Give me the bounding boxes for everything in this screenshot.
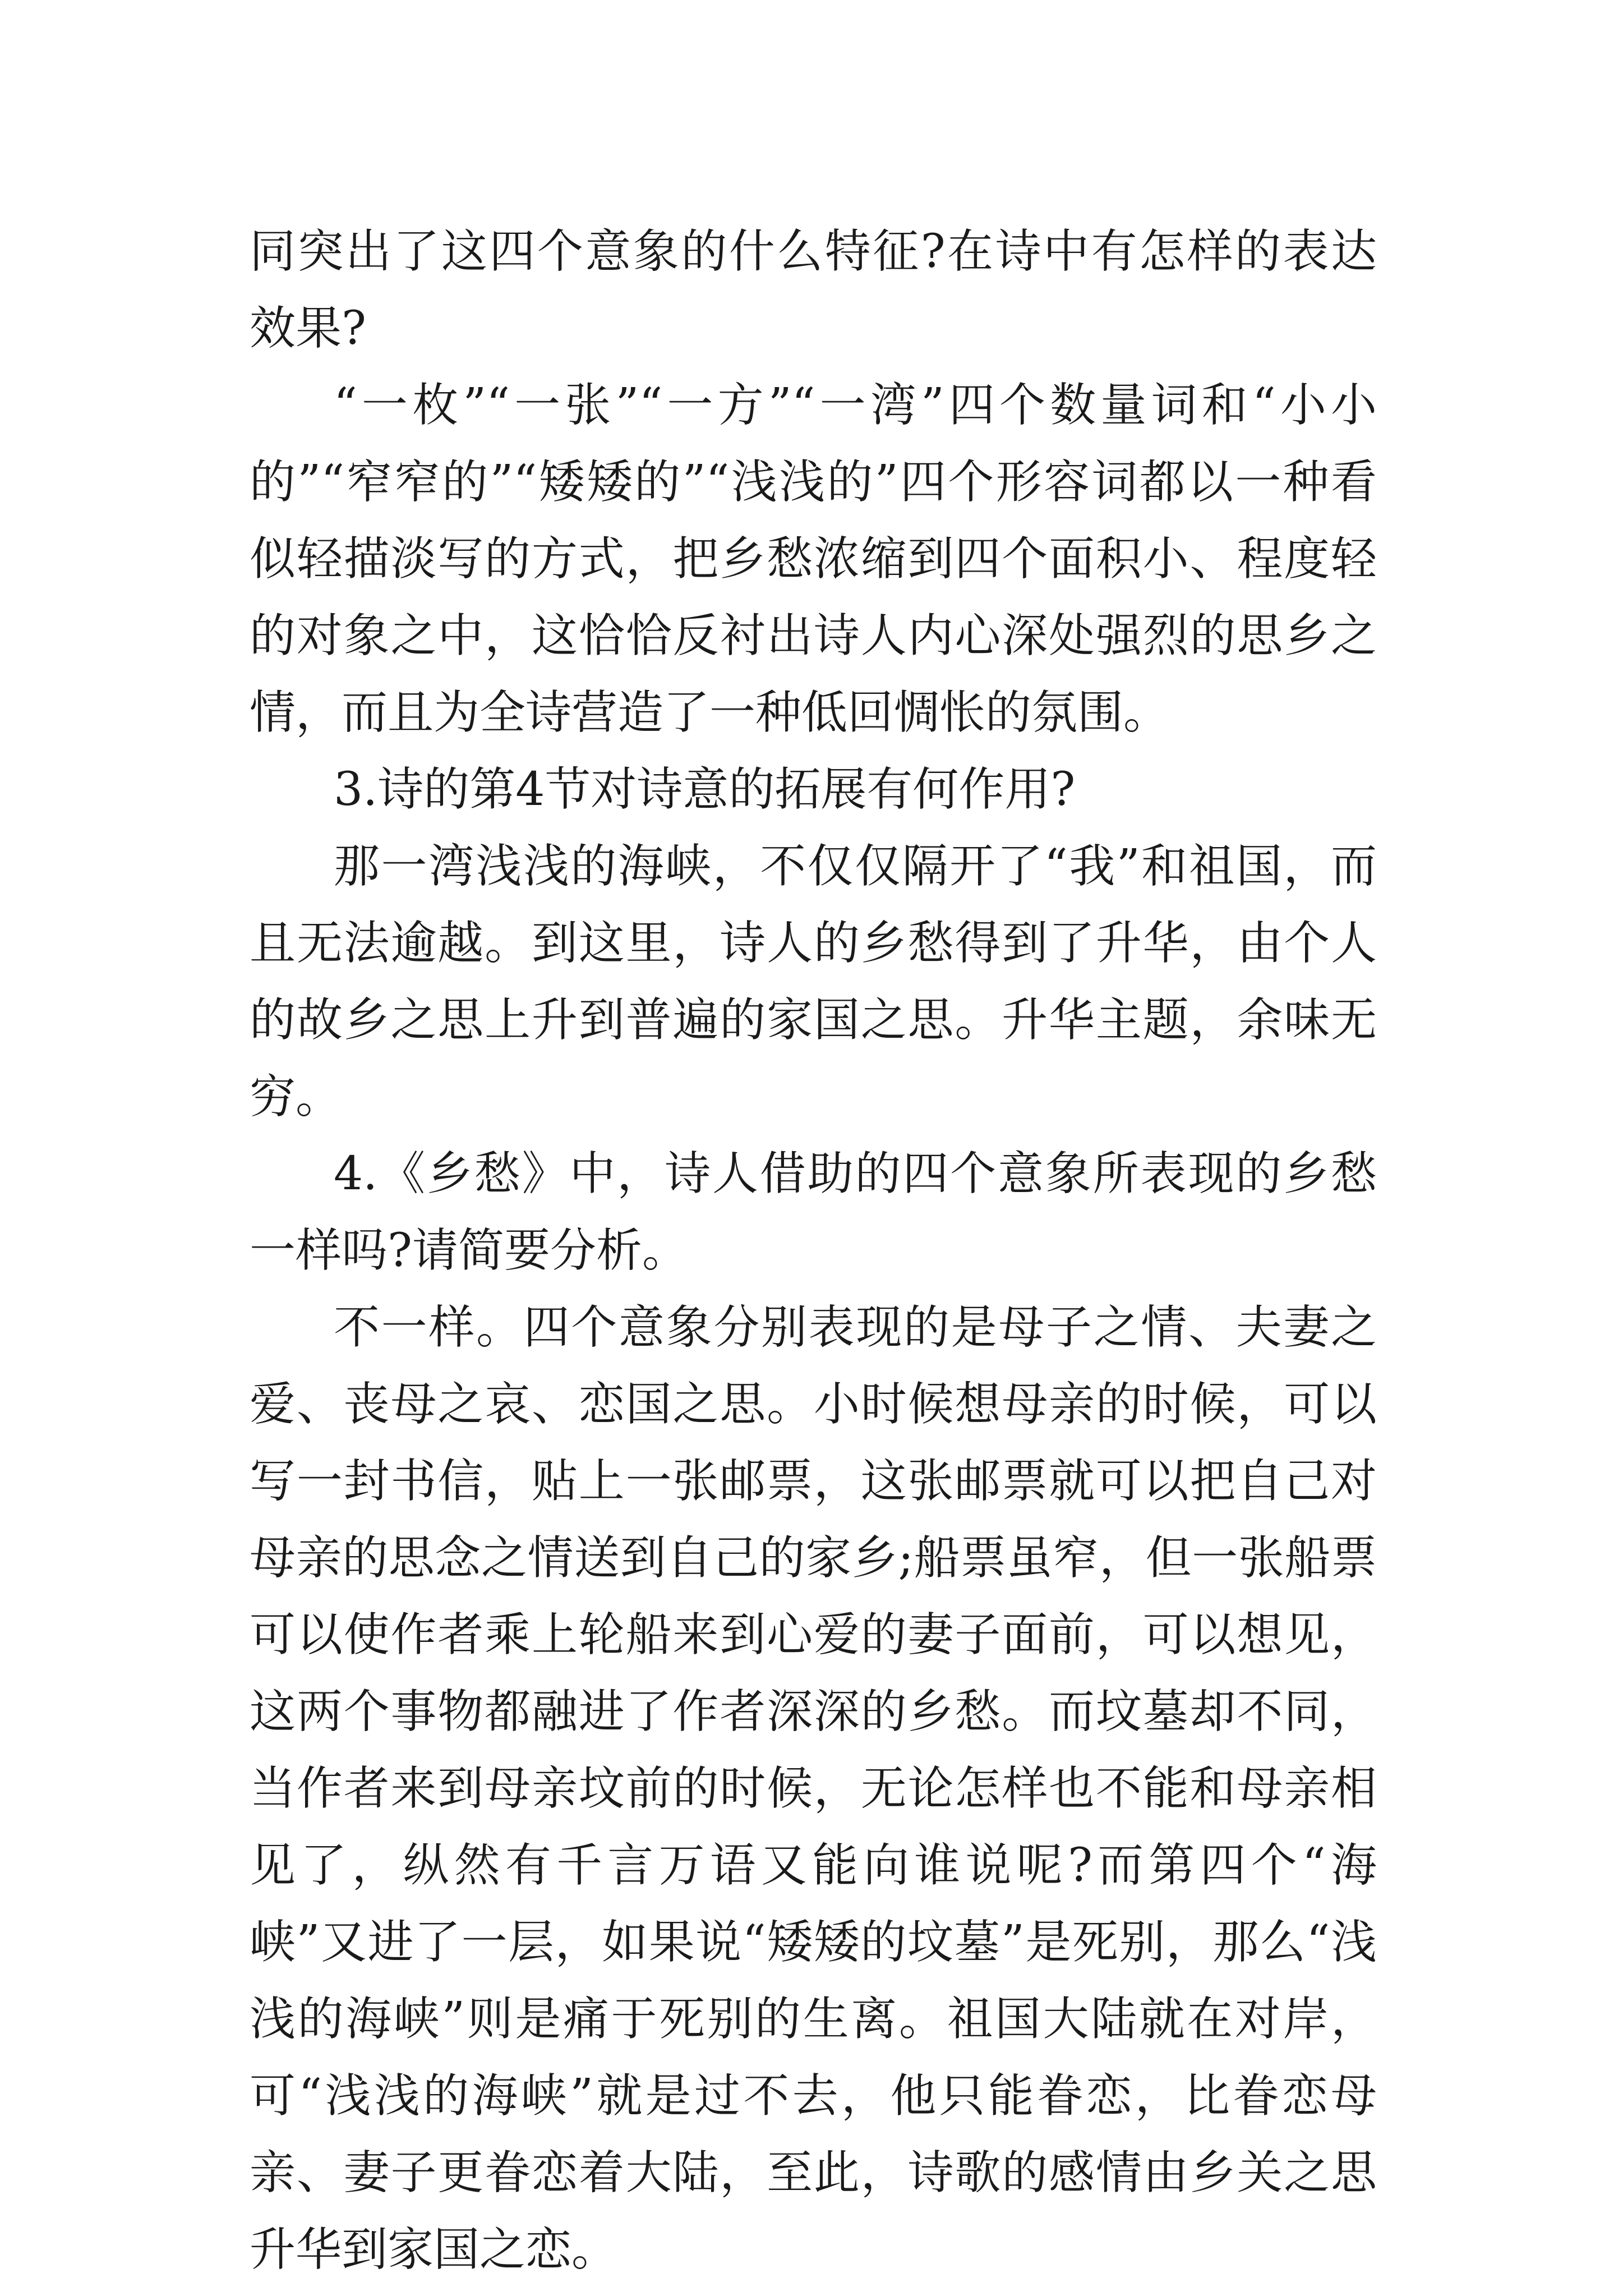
answer-paragraph-4: 不一样。四个意象分别表现的是母子之情、夫妻之爱、丧母之哀、恋国之思。小时候想母亲的时候，可以写一封书信，贴上一张邮票，这张邮票就可以把自己对母亲的思念之情送到自己的家乡;船票虽窄，但一张船票可以使作者乘上轮船来到心爱的妻子面前，可以想见，这两个事物都融进了作者深深的乡愁。而坟墓却不同，当作者来到母亲坟前的时候，无论怎样也不能和母亲相见了，纵然有千言万语又能向谁说呢?而第四个“海峡”又进了一层，如果说“矮矮的坟墓”是死别，那么“浅浅的海峡”则是痛于死别的生离。祖国大陆就在对岸，可“浅浅的海峡”就是过不去，他只能眷恋，比眷恋母亲、妻子更眷恋着大陆，至此，诗歌的感情由乡关之思升华到家国之恋。: [250, 1301, 1377, 2276]
answer-paragraph-2: “一枚”“一张”“一方”“一湾”四个数量词和“小小的”“窄窄的”“矮矮的”“浅浅的”四个形容词都以一种看似轻描淡写的方式，把乡愁浓缩到四个面积小、程度轻的对象之中，这恰恰反衬出诗人内心深处强烈的思乡之情，而且为全诗营造了一种低回惆怅的氛围。: [250, 379, 1377, 739]
answer-paragraph-3: 那一湾浅浅的海峡，不仅仅隔开了“我”和祖国，而且无法逾越。到这里，诗人的乡愁得到了升华，由个人的故乡之思上升到普遍的家国之思。升华主题，余味无穷。: [250, 840, 1377, 1124]
question-4: 4.《乡愁》中，诗人借助的四个意象所表现的乡愁一样吗?请简要分析。: [250, 1147, 1377, 1277]
question-3: 3.诗的第4节对诗意的拓展有何作用?: [334, 763, 1076, 816]
document-body: [250, 213, 1377, 2288]
continuation-paragraph: 同突出了这四个意象的什么特征?在诗中有怎样的表达效果?: [250, 225, 1377, 355]
